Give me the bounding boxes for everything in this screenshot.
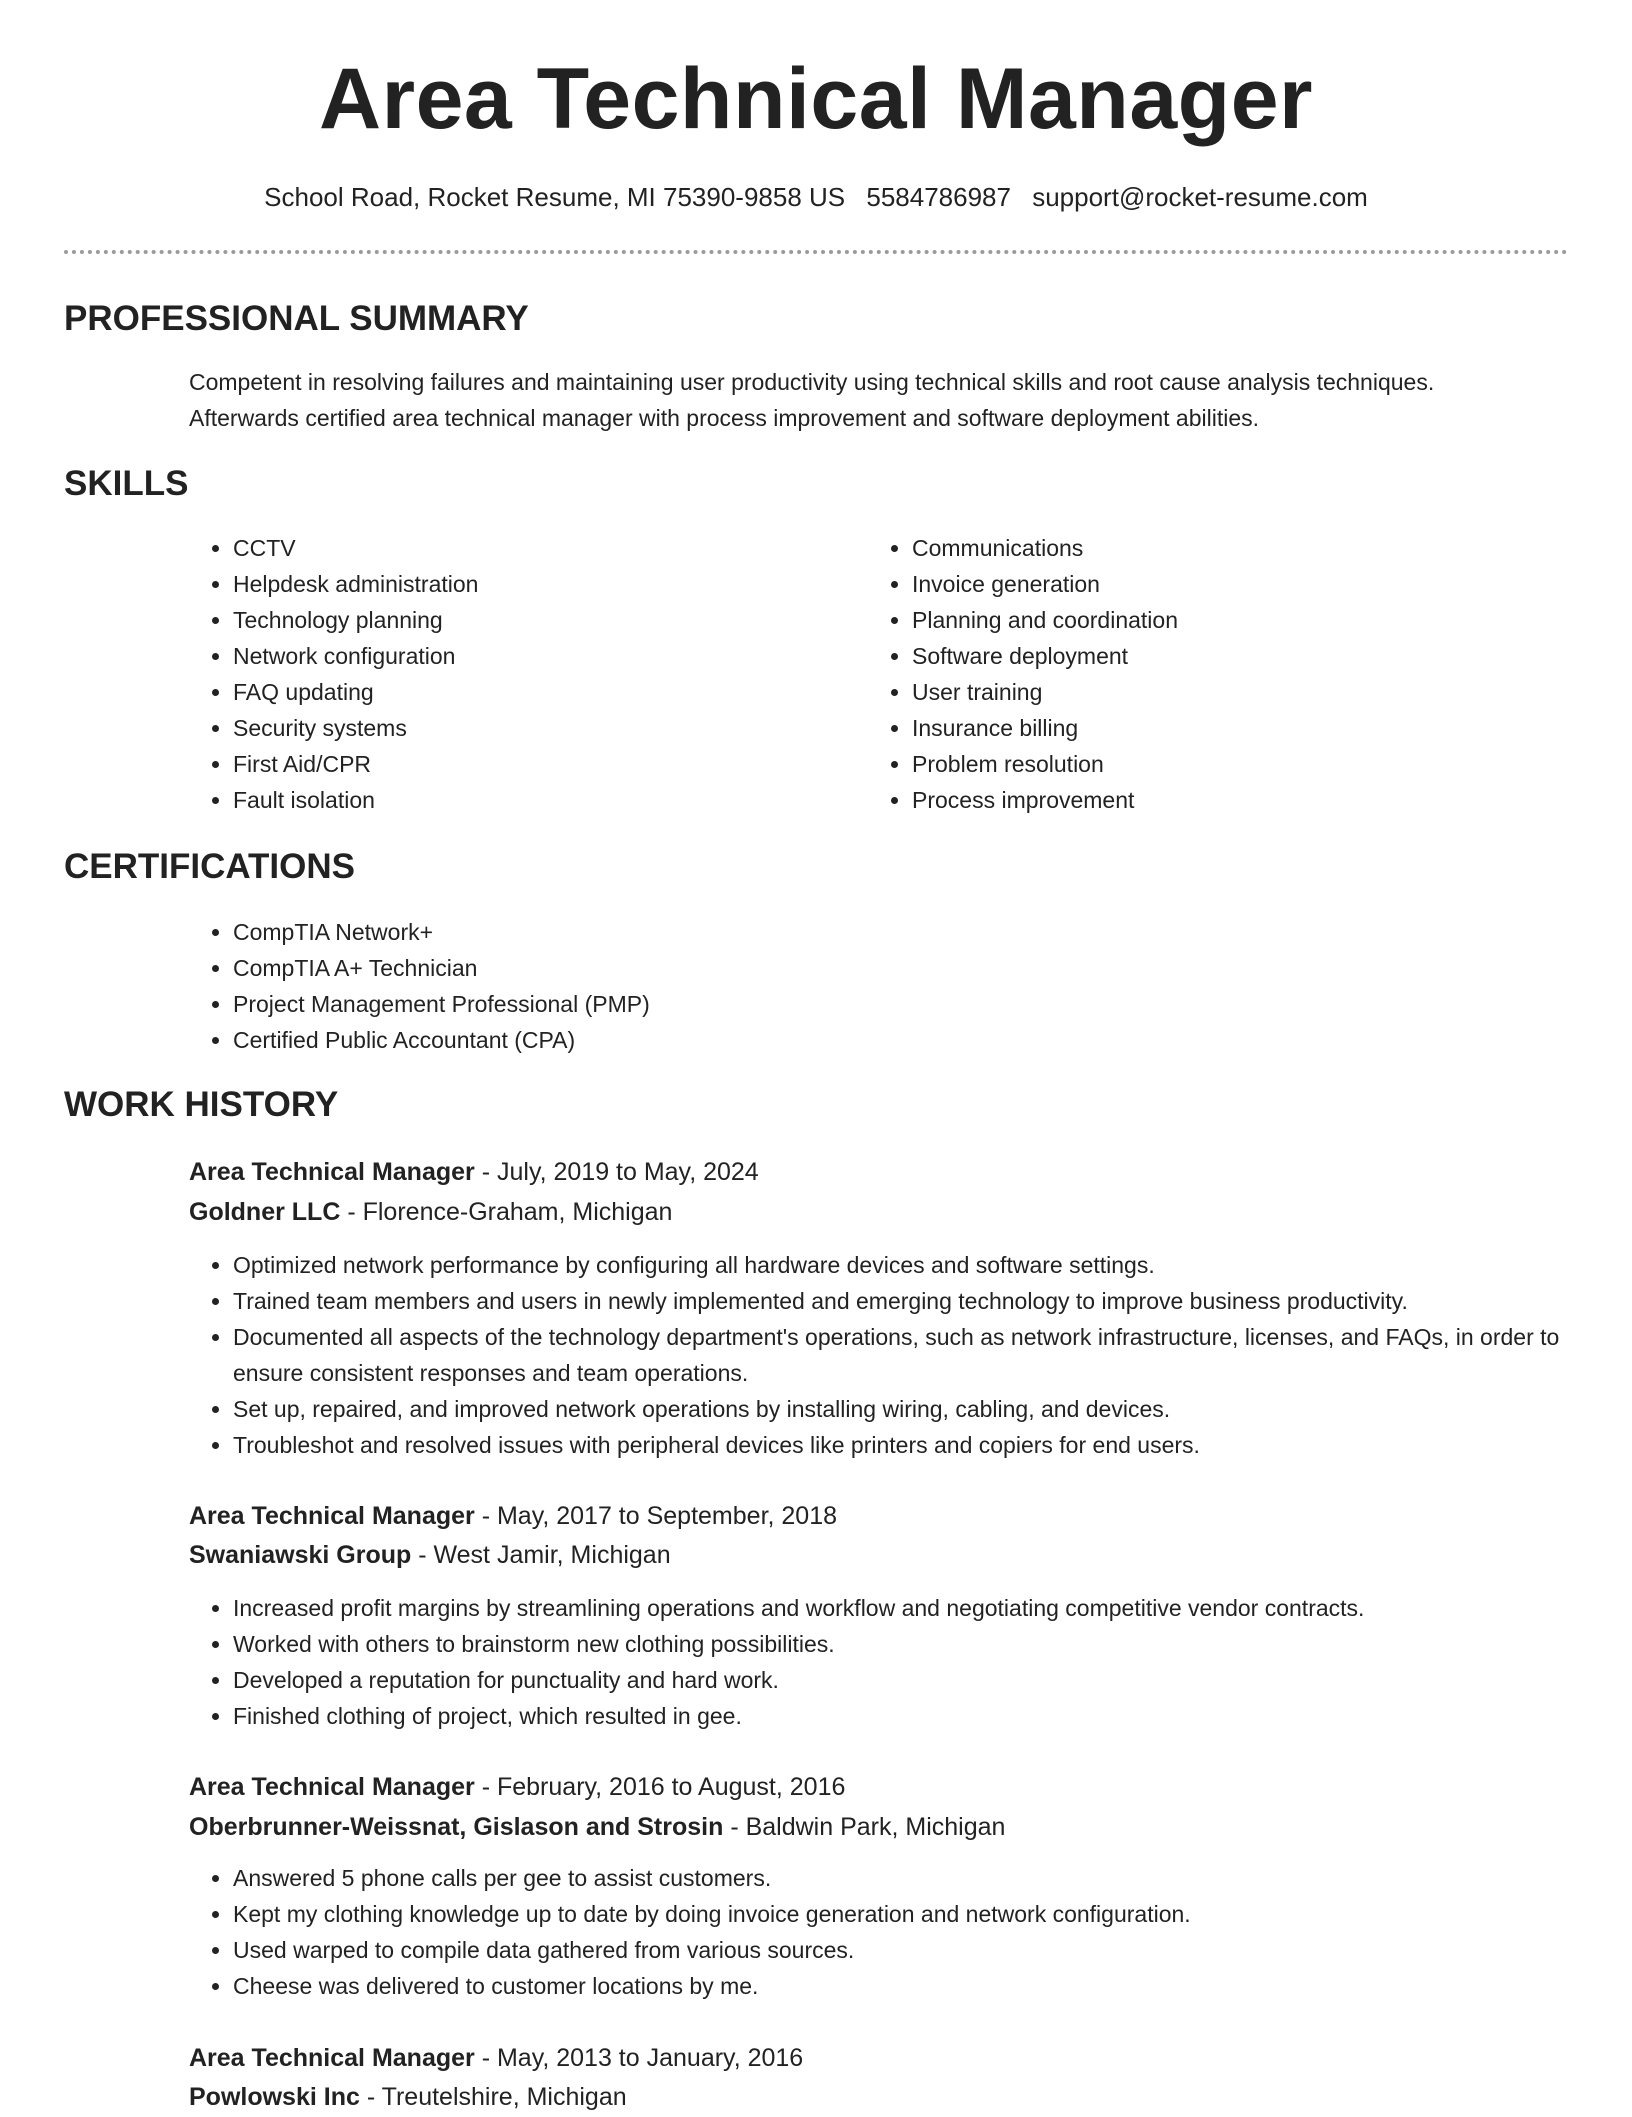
header-divider (64, 250, 1568, 254)
list-item: • Security systems (233, 710, 833, 746)
list-item: • Increased profit margins by streamlining operations and workflow and negotiating competitive vendor contracts. (233, 1590, 1613, 1626)
list-item: • Optimized network performance by configuring all hardware devices and software settings. (233, 1247, 1613, 1283)
summary-line-2: Afterwards certified area technical manager with process improvement and software deployment abilities. (189, 405, 1260, 431)
job-company-line (189, 1535, 671, 1575)
contact-address: School Road, Rocket Resume, MI 75390-9858 US (264, 182, 846, 212)
list-item: • Developed a reputation for punctuality and hard work. (233, 1662, 1613, 1698)
job-dates: - May, 2013 to January, 2016 (474, 2044, 804, 2072)
job-company: Swaniawski Group (189, 1541, 412, 1569)
list-item: • Invoice generation (912, 566, 1512, 602)
summary-heading: PROFESSIONAL SUMMARY (64, 299, 529, 338)
job-bullets (189, 1247, 1613, 1463)
summary-line-1: Competent in resolving failures and maintaining user productivity using technical skills and root cause analysis techniques. (189, 369, 1435, 395)
list-item: • Planning and coordination (912, 602, 1512, 638)
list-item: • Troubleshot and resolved issues with peripheral devices like printers and copiers for end users. (233, 1427, 1613, 1463)
job-title-line (189, 1152, 759, 1192)
job-title-line (189, 1767, 845, 1807)
contact-line (0, 182, 1632, 213)
list-item: • CompTIA Network+ (233, 914, 1533, 950)
skills-heading: SKILLS (64, 464, 189, 503)
skills-list-left (189, 530, 833, 818)
list-item: • Fault isolation (233, 782, 833, 818)
job-dates: - May, 2017 to September, 2018 (474, 1502, 838, 1530)
list-item: • Insurance billing (912, 710, 1512, 746)
list-item: • Project Management Professional (PMP) (233, 986, 1533, 1022)
list-item: • CCTV (233, 530, 833, 566)
job-company: Goldner LLC (189, 1198, 341, 1226)
job-role: Area Technical Manager (189, 1158, 475, 1186)
list-item: • Network configuration (233, 638, 833, 674)
contact-email: support@rocket-resume.com (1032, 182, 1368, 212)
job-role: Area Technical Manager (189, 1502, 475, 1530)
certifications-list (189, 914, 1533, 1058)
job-location: - West Jamir, Michigan (411, 1541, 671, 1569)
list-item: • Technology planning (233, 602, 833, 638)
job-company: Powlowski Inc (189, 2083, 360, 2111)
resume-name: Area Technical Manager (319, 51, 1313, 147)
job-dates: - July, 2019 to May, 2024 (474, 1158, 759, 1186)
list-item: • Software deployment (912, 638, 1512, 674)
job-company-line (189, 2077, 627, 2117)
list-item: • Cheese was delivered to customer locations by me. (233, 1968, 1613, 2004)
list-item: • Communications (912, 530, 1512, 566)
list-item: • First Aid/CPR (233, 746, 833, 782)
list-item: • Set up, repaired, and improved network operations by installing wiring, cabling, and devices. (233, 1391, 1613, 1427)
job-company: Oberbrunner-Weissnat, Gislason and Strosin (189, 1813, 724, 1841)
list-item: • Kept my clothing knowledge up to date by doing invoice generation and network configuration. (233, 1896, 1613, 1932)
skills-list-right (868, 530, 1512, 818)
job-bullets (189, 1590, 1613, 1734)
job-role: Area Technical Manager (189, 1773, 475, 1801)
list-item: • Problem resolution (912, 746, 1512, 782)
job-bullets (189, 1860, 1613, 2004)
list-item: • Trained team members and users in newly implemented and emerging technology to improve business productivity. (233, 1283, 1613, 1319)
list-item: • CompTIA A+ Technician (233, 950, 1533, 986)
job-role: Area Technical Manager (189, 2044, 475, 2072)
job-location: - Florence-Graham, Michigan (340, 1198, 673, 1226)
list-item: • Helpdesk administration (233, 566, 833, 602)
certifications-heading: CERTIFICATIONS (64, 847, 356, 886)
list-item: • Documented all aspects of the technology department's operations, such as network infrastructure, licenses, and FAQs, in order to ensure consistent responses and team operations. (233, 1319, 1613, 1391)
job-company-line (189, 1192, 672, 1232)
list-item: • User training (912, 674, 1512, 710)
summary-text (189, 364, 1569, 436)
job-location: - Treutelshire, Michigan (359, 2083, 627, 2111)
work-history-heading: WORK HISTORY (64, 1085, 339, 1124)
list-item: • Process improvement (912, 782, 1512, 818)
job-company-line (189, 1807, 1005, 1847)
job-location: - Baldwin Park, Michigan (723, 1813, 1006, 1841)
job-dates: - February, 2016 to August, 2016 (474, 1773, 846, 1801)
list-item: • Certified Public Accountant (CPA) (233, 1022, 1533, 1058)
list-item: • Worked with others to brainstorm new clothing possibilities. (233, 1626, 1613, 1662)
job-title-line (189, 1496, 837, 1536)
job-title-line (189, 2038, 803, 2078)
list-item: • Used warped to compile data gathered from various sources. (233, 1932, 1613, 1968)
list-item: • Finished clothing of project, which resulted in gee. (233, 1698, 1613, 1734)
list-item: • Answered 5 phone calls per gee to assist customers. (233, 1860, 1613, 1896)
contact-phone: 5584786987 (866, 182, 1011, 212)
list-item: • FAQ updating (233, 674, 833, 710)
